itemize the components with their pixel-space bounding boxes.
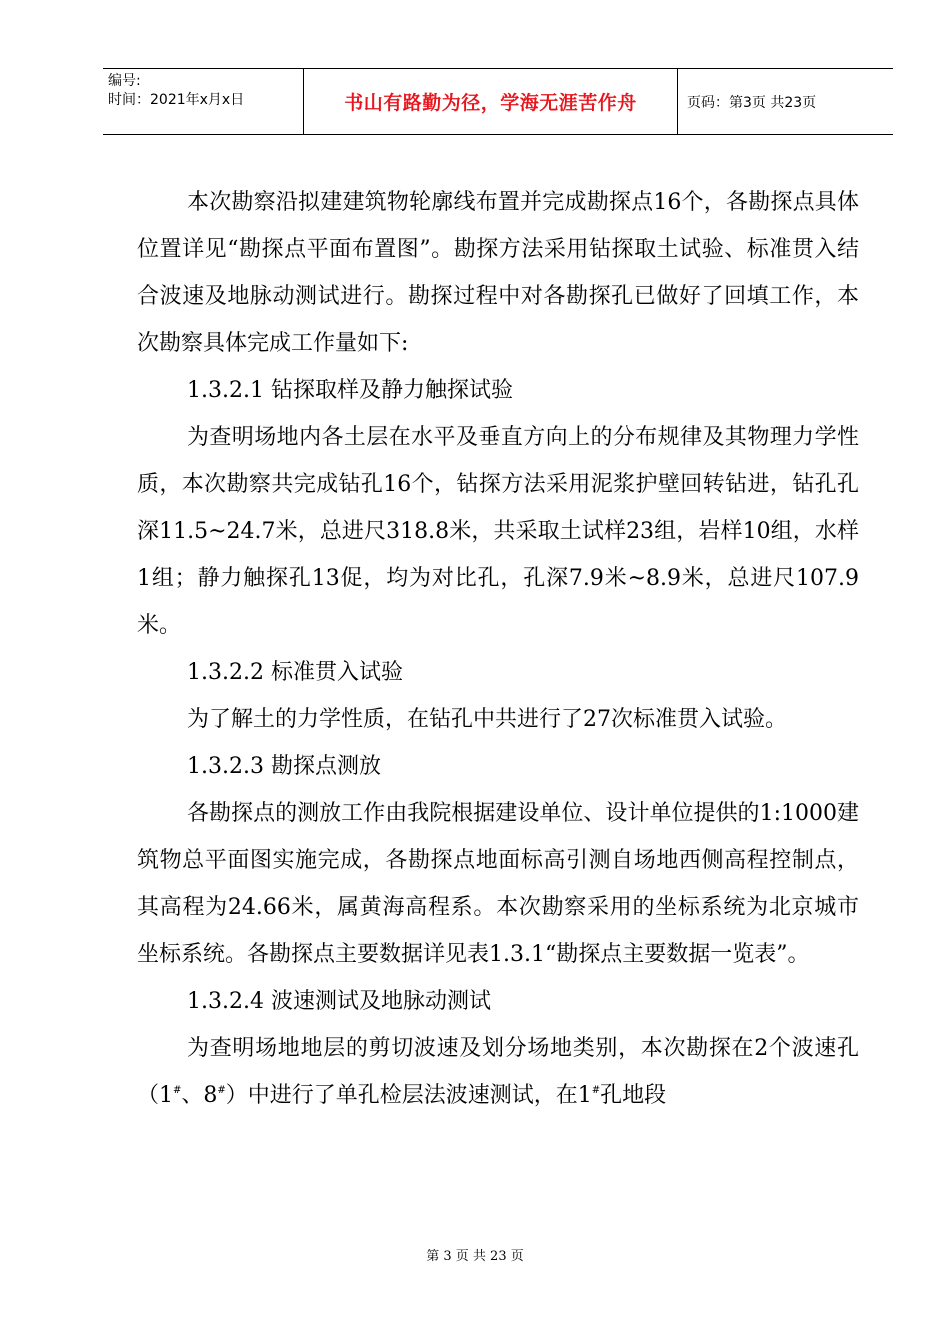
paragraph-survey-overview: 本次勘察沿拟建建筑物轮廓线布置并完成勘探点16个，各勘探点具体位置详见“勘探点平面布置图”。勘探方法采用钻探取土试验、标准贯入结合波速及地脉动测试进行。勘探过程中对各勘探孔已做好了回填工作，本次勘察具体完成工作量如下: <box>137 190 859 356</box>
text-segment: ）中进行了单孔检层法波速测试，在1 <box>225 1083 592 1108</box>
paragraph-spt: 为了解土的力学性质，在钻孔中共进行了27次标准贯入试验。 <box>187 707 787 732</box>
page-header <box>103 68 893 135</box>
paragraph-wave-velocity <box>137 1025 859 1119</box>
section-heading-drilling: 1.3.2.1 钻探取样及静力触探试验 <box>187 378 513 403</box>
paragraph-drilling: 为查明场地内各土层在水平及垂直方向上的分布规律及其物理力学性质，本次勘察共完成钻孔16个，钻探方法采用泥浆护壁回转钻进，钻孔孔深11.5~24.7米，总进尺318.8米，共采取土试样23组，岩样10组，水样1组；静力触探孔13促，均为对比孔，孔深7.9米~8.9米，总进尺107.9米。 <box>137 425 859 638</box>
header-page-label: 页码：第3页 共23页 <box>687 94 817 111</box>
text-segment: 为查明场地地层的剪切波速及划分场地类别，本次勘探在2个波速孔（1 <box>137 1036 859 1108</box>
paragraph-survey-point: 各勘探点的测放工作由我院根据建设单位、设计单位提供的1:1000建筑物总平面图实施完成，各勘探点地面标高引测自场地西侧高程控制点，其高程为24.66米，属黄海高程系。本次勘察采用的坐标系统为北京城市坐标系统。各勘探点主要数据详见表1.3.1“勘探点主要数据一览表”。 <box>137 801 859 967</box>
section-heading-wave-velocity: 1.3.2.4 波速测试及地脉动测试 <box>187 989 491 1014</box>
section-heading-spt: 1.3.2.2 标准贯入试验 <box>187 660 403 685</box>
text-segment: 、8 <box>181 1083 218 1108</box>
number-label: 编号: <box>108 73 141 89</box>
document-body <box>137 179 859 1119</box>
page-footer: 第 3 页 共 23 页 <box>426 1249 524 1264</box>
time-label: 时间：2021年x月x日 <box>108 92 245 108</box>
header-motto: 书山有路勤为径，学海无涯苦作舟 <box>304 69 678 134</box>
hole-mark: # <box>591 1085 601 1096</box>
hole-mark: # <box>217 1085 226 1096</box>
hole-mark: # <box>173 1085 182 1096</box>
header-meta <box>103 69 304 134</box>
text-segment: 孔地段 <box>600 1083 667 1108</box>
section-heading-survey-point: 1.3.2.3 勘探点测放 <box>187 754 381 779</box>
